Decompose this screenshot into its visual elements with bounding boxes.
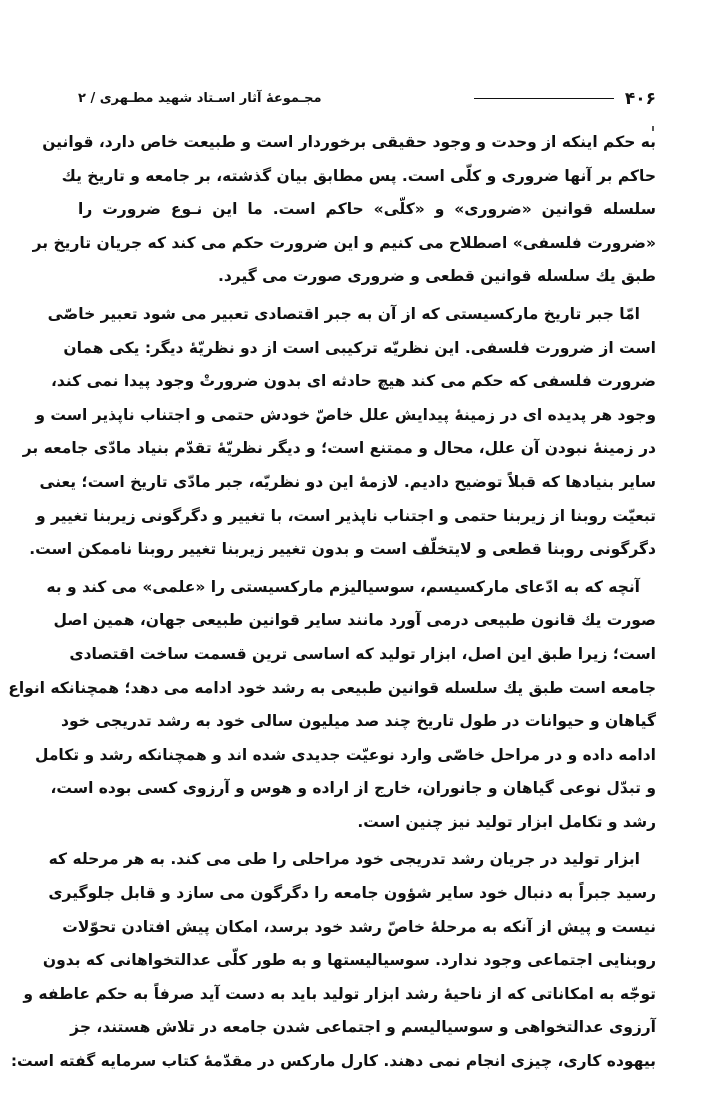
text-line: دگرگونی روبنا قطعی و لایتخلّف است و بدون تغییر زیربنا تغییر روبنا ناممکن است. (29, 540, 656, 559)
text-line: تبعیّت روبنا از زیربنا حتمی و اجتناب ناپذیر است، با تغییر و دگرگونی زیربنا تغییر و (36, 506, 656, 525)
text-line: رشد و تکامل ابزار تولید نیز چنین است. (357, 812, 656, 831)
text-line: رسید جبراً به دنبال خود سایر شؤون جامعه را دگرگون می سازد و قابل جلوگیری (48, 884, 656, 903)
text-line: «ضرورت فلسفی» اصطلاح می کنیم و این ضرورت حکم می کند که جریان تاریخ بر (32, 233, 656, 252)
text-line: جامعه است طبق یك سلسله قوانین طبیعی به رشد خود ادامه می دهد؛ همچنانکه انواع (8, 678, 656, 697)
page-header (78, 88, 656, 110)
text-line: بیهوده کاری، چیزی انجام نمی دهند. کارل مارکس در مقدّمهٔ کتاب سرمایه گفته است: (10, 1052, 656, 1071)
text-line: آرزوی عدالتخواهی و سوسیالیسم و اجتماعی شدن جامعه در تلاش هستند، جز (70, 1018, 656, 1037)
text-line: در زمینهٔ نبودن آن علل، محال و ممتنع است؛ و دیگر نظریّهٔ تقدّم بنیاد مادّی جامعه بر (22, 439, 656, 458)
text-line: سایر بنیادها که قبلاً توضیح دادیم. لازمهٔ این دو نظریّه، جبر مادّی تاریخ است؛ یعنی (39, 472, 656, 491)
text-line: وجود هر پدیده ای در زمینهٔ پیدایش علل خاصّ خودش حتمی و اجتناب ناپذیر است و (35, 405, 656, 424)
running-title: مجـموعهٔ آثار اسـتاد شهید مطـهری / ۲ (78, 91, 322, 106)
text-line: امّا جبر تاریخ مارکسیستی که از آن به جبر اقتصادی تعبیر می شود تعبیر خاصّی (47, 304, 640, 323)
text-line: ادامه داده و در مراحل خاصّی وارد نوعیّت جدیدی شده اند و همچنانکه رشد و تکامل (35, 745, 656, 764)
text-line: روبنایی اجتماعی وجود ندارد. سوسیالیستها و به طور کلّی عدالتخواهانی که بدون (42, 951, 656, 970)
text-line: به حکم اینکه از وحدت و وجود حقیقی برخوردار است و طبیعت خاص دارد، قوانین (42, 133, 656, 151)
text-line: آنچه که به ادّعای مارکسیسم، سوسیالیزم مارکسیستی را «علمی» می کند و به (46, 577, 640, 596)
text-line: صورت یك قانون طبیعی درمی آورد مانند سایر قوانین طبیعی جهان، همین اصل (53, 611, 656, 630)
text-line: حاکم بر آنها ضروری و کلّی است. پس مطابق بیان گذشته، بر جامعه و تاریخ یك (61, 166, 656, 185)
text-line: ابزار تولید در جریان رشد تدریجی خود مراحلی را طی می کند. به هر مرحله که (48, 850, 640, 869)
body-text (8, 126, 656, 1071)
text-line: توجّه به امکاناتی که از ناحیهٔ رشد ابزار تولید باید به دست آید صرفاً به حکم عاطفه و (23, 984, 656, 1003)
text-line: سلسله قوانین «ضروری» و «کلّی» حاکم است. ما این نـوع ضرورت را (78, 200, 656, 219)
text-line: ضرورت فلسفی که حکم می کند هیچ حادثه ای بدون ضرورتْ وجود پیدا نمی کند، (51, 372, 656, 391)
text-line: نیست و پیش از آنکه به مرحلهٔ خاصّ رشد خود برسد، امکان پیش افتادن تحوّلات (62, 917, 656, 936)
text-line: گیاهان و حیوانات در طول تاریخ چند صد میلیون سالی خود به رشد تدریجی خود (61, 712, 656, 731)
text-line: است؛ زیرا طبق این اصل، ابزار تولید که اساسی ترین قسمت ساخت اقتصادی (69, 644, 656, 663)
text-line: و تبدّل نوعی گیاهان و جانوران، خارج از اراده و هوس و آرزوی کسی بوده است، (50, 779, 656, 798)
header-rule (474, 98, 614, 99)
page-number: ۴۰۶ (624, 89, 656, 109)
text-line: طبق یك سلسله قوانین قطعی و ضروری صورت می گیرد. (217, 267, 656, 286)
text-line: است از ضرورت فلسفی. این نظریّه ترکیبی است از دو نظریّهٔ دیگر: یکی همان (63, 338, 656, 357)
